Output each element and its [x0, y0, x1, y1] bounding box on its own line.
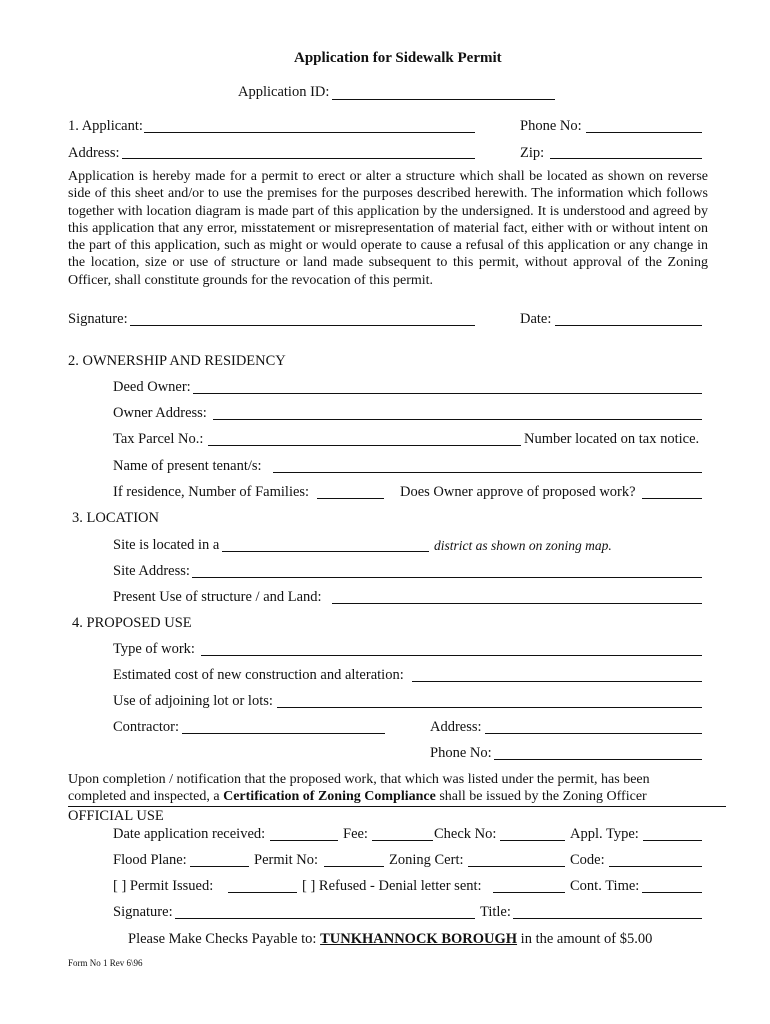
page-title: Application for Sidewalk Permit: [294, 50, 502, 66]
check-no-field[interactable]: [500, 840, 565, 841]
code-label: Code:: [570, 852, 605, 868]
contractor-address-label: Address:: [430, 719, 482, 735]
official-title-label: Title:: [480, 904, 511, 920]
completion-note-line2: [68, 789, 647, 805]
district-field[interactable]: [222, 551, 429, 552]
payee-name: TUNKHANNOCK BOROUGH: [320, 931, 518, 947]
completion-note-line1: Upon completion / notification that the proposed work, that which was listed under the permit, has been: [68, 772, 650, 787]
section-location-heading: 3. LOCATION: [72, 510, 159, 526]
families-label: If residence, Number of Families:: [113, 484, 310, 500]
contractor-field[interactable]: [182, 733, 385, 734]
present-use-label: Present Use of structure / and Land:: [113, 589, 322, 605]
owner-address-field[interactable]: [213, 419, 702, 420]
tax-parcel-field[interactable]: [208, 445, 521, 446]
certification-text: Certification of Zoning Compliance: [223, 789, 436, 804]
tenant-field[interactable]: [273, 472, 702, 473]
check-no-label: Check No:: [434, 826, 497, 842]
site-address-label: Site Address:: [113, 563, 190, 579]
tax-note: Number located on tax notice.: [524, 431, 700, 447]
declaration-paragraph: Application is hereby made for a permit to erect or alter a structure which shall be located as shown on reverse side of this sheet and/or to use the premises for the purposes described herewith. The information which follows together with location diagram is made part of this application by the undersigned. It is understood and agreed by this application that any error, misstatement or misrepresentation of material fact, either with or without intent on the part of this application, such as might or would operate to cause a refusal of this application or any change in the location, size or use of structure or land made subsequent to this permit, without approval of the Zoning Officer, shall constitute grounds for the revocation of this permit.: [68, 169, 708, 288]
payment-pre: Please Make Checks Payable to:: [128, 931, 321, 947]
section-proposed-use-heading: 4. PROPOSED USE: [72, 615, 192, 631]
payment-post: in the amount of $5.00: [517, 931, 653, 947]
contractor-phone-field[interactable]: [494, 759, 702, 760]
official-use-heading: OFFICIAL USE: [68, 808, 164, 824]
phone-field[interactable]: [586, 132, 702, 133]
fee-field[interactable]: [372, 840, 433, 841]
date-received-field[interactable]: [270, 840, 338, 841]
permit-no-label: Permit No:: [254, 852, 319, 868]
district-note: district as shown on zoning map.: [434, 538, 612, 553]
estimated-cost-field[interactable]: [412, 681, 702, 682]
appl-type-label: Appl. Type:: [570, 826, 639, 842]
official-signature-label: Signature:: [113, 904, 173, 920]
zoning-cert-field[interactable]: [468, 866, 565, 867]
phone-label: Phone No:: [520, 118, 582, 134]
completion-pre: completed and inspected, a: [68, 789, 224, 804]
type-of-work-field[interactable]: [201, 655, 702, 656]
site-address-field[interactable]: [192, 577, 702, 578]
adjoining-label: Use of adjoining lot or lots:: [113, 693, 273, 709]
app-id-field[interactable]: [332, 99, 555, 100]
fee-label: Fee:: [343, 826, 368, 842]
zoning-cert-label: Zoning Cert:: [389, 852, 464, 868]
contractor-phone-label: Phone No:: [430, 745, 492, 761]
official-divider: [68, 806, 726, 807]
site-in-label: Site is located in a: [113, 537, 220, 553]
form-number: Form No 1 Rev 6\96: [68, 958, 143, 968]
deed-owner-label: Deed Owner:: [113, 379, 191, 395]
flood-plane-field[interactable]: [190, 866, 249, 867]
zip-label: Zip:: [520, 145, 545, 161]
zip-field[interactable]: [550, 158, 702, 159]
owner-approve-label: Does Owner approve of proposed work?: [400, 484, 636, 500]
date-received-label: Date application received:: [113, 826, 266, 842]
refused-field[interactable]: [493, 892, 565, 893]
payment-instructions: [128, 931, 652, 948]
completion-post: shall be issued by the Zoning Officer: [435, 789, 647, 804]
present-use-field[interactable]: [332, 603, 702, 604]
adjoining-field[interactable]: [277, 707, 702, 708]
official-title-field[interactable]: [513, 918, 702, 919]
deed-owner-field[interactable]: [193, 393, 702, 394]
permit-no-field[interactable]: [324, 866, 384, 867]
signature-field[interactable]: [130, 325, 475, 326]
date-label: Date:: [520, 311, 552, 327]
permit-issued-field[interactable]: [228, 892, 297, 893]
tenant-label: Name of present tenant/s:: [113, 458, 262, 474]
cont-time-label: Cont. Time:: [570, 878, 640, 894]
appl-type-field[interactable]: [643, 840, 702, 841]
app-id-label: Application ID:: [238, 84, 330, 100]
applicant-field[interactable]: [144, 132, 475, 133]
permit-issued-label[interactable]: [ ] Permit Issued:: [113, 878, 214, 894]
owner-approve-field[interactable]: [642, 498, 702, 499]
contractor-address-field[interactable]: [485, 733, 702, 734]
estimated-cost-label: Estimated cost of new construction and alteration:: [113, 667, 404, 683]
owner-address-label: Owner Address:: [113, 405, 207, 421]
section-ownership-heading: 2. OWNERSHIP AND RESIDENCY: [68, 353, 286, 369]
families-field[interactable]: [317, 498, 384, 499]
signature-label: Signature:: [68, 311, 128, 327]
applicant-label: 1. Applicant:: [68, 118, 143, 134]
address-field[interactable]: [122, 158, 475, 159]
contractor-label: Contractor:: [113, 719, 180, 735]
flood-plane-label: Flood Plane:: [113, 852, 187, 868]
type-of-work-label: Type of work:: [113, 641, 195, 657]
cont-time-field[interactable]: [642, 892, 702, 893]
official-signature-field[interactable]: [175, 918, 475, 919]
address-label: Address:: [68, 145, 120, 161]
date-field[interactable]: [555, 325, 702, 326]
code-field[interactable]: [609, 866, 702, 867]
refused-label[interactable]: [ ] Refused - Denial letter sent:: [302, 878, 482, 894]
tax-parcel-label: Tax Parcel No.:: [113, 431, 204, 447]
